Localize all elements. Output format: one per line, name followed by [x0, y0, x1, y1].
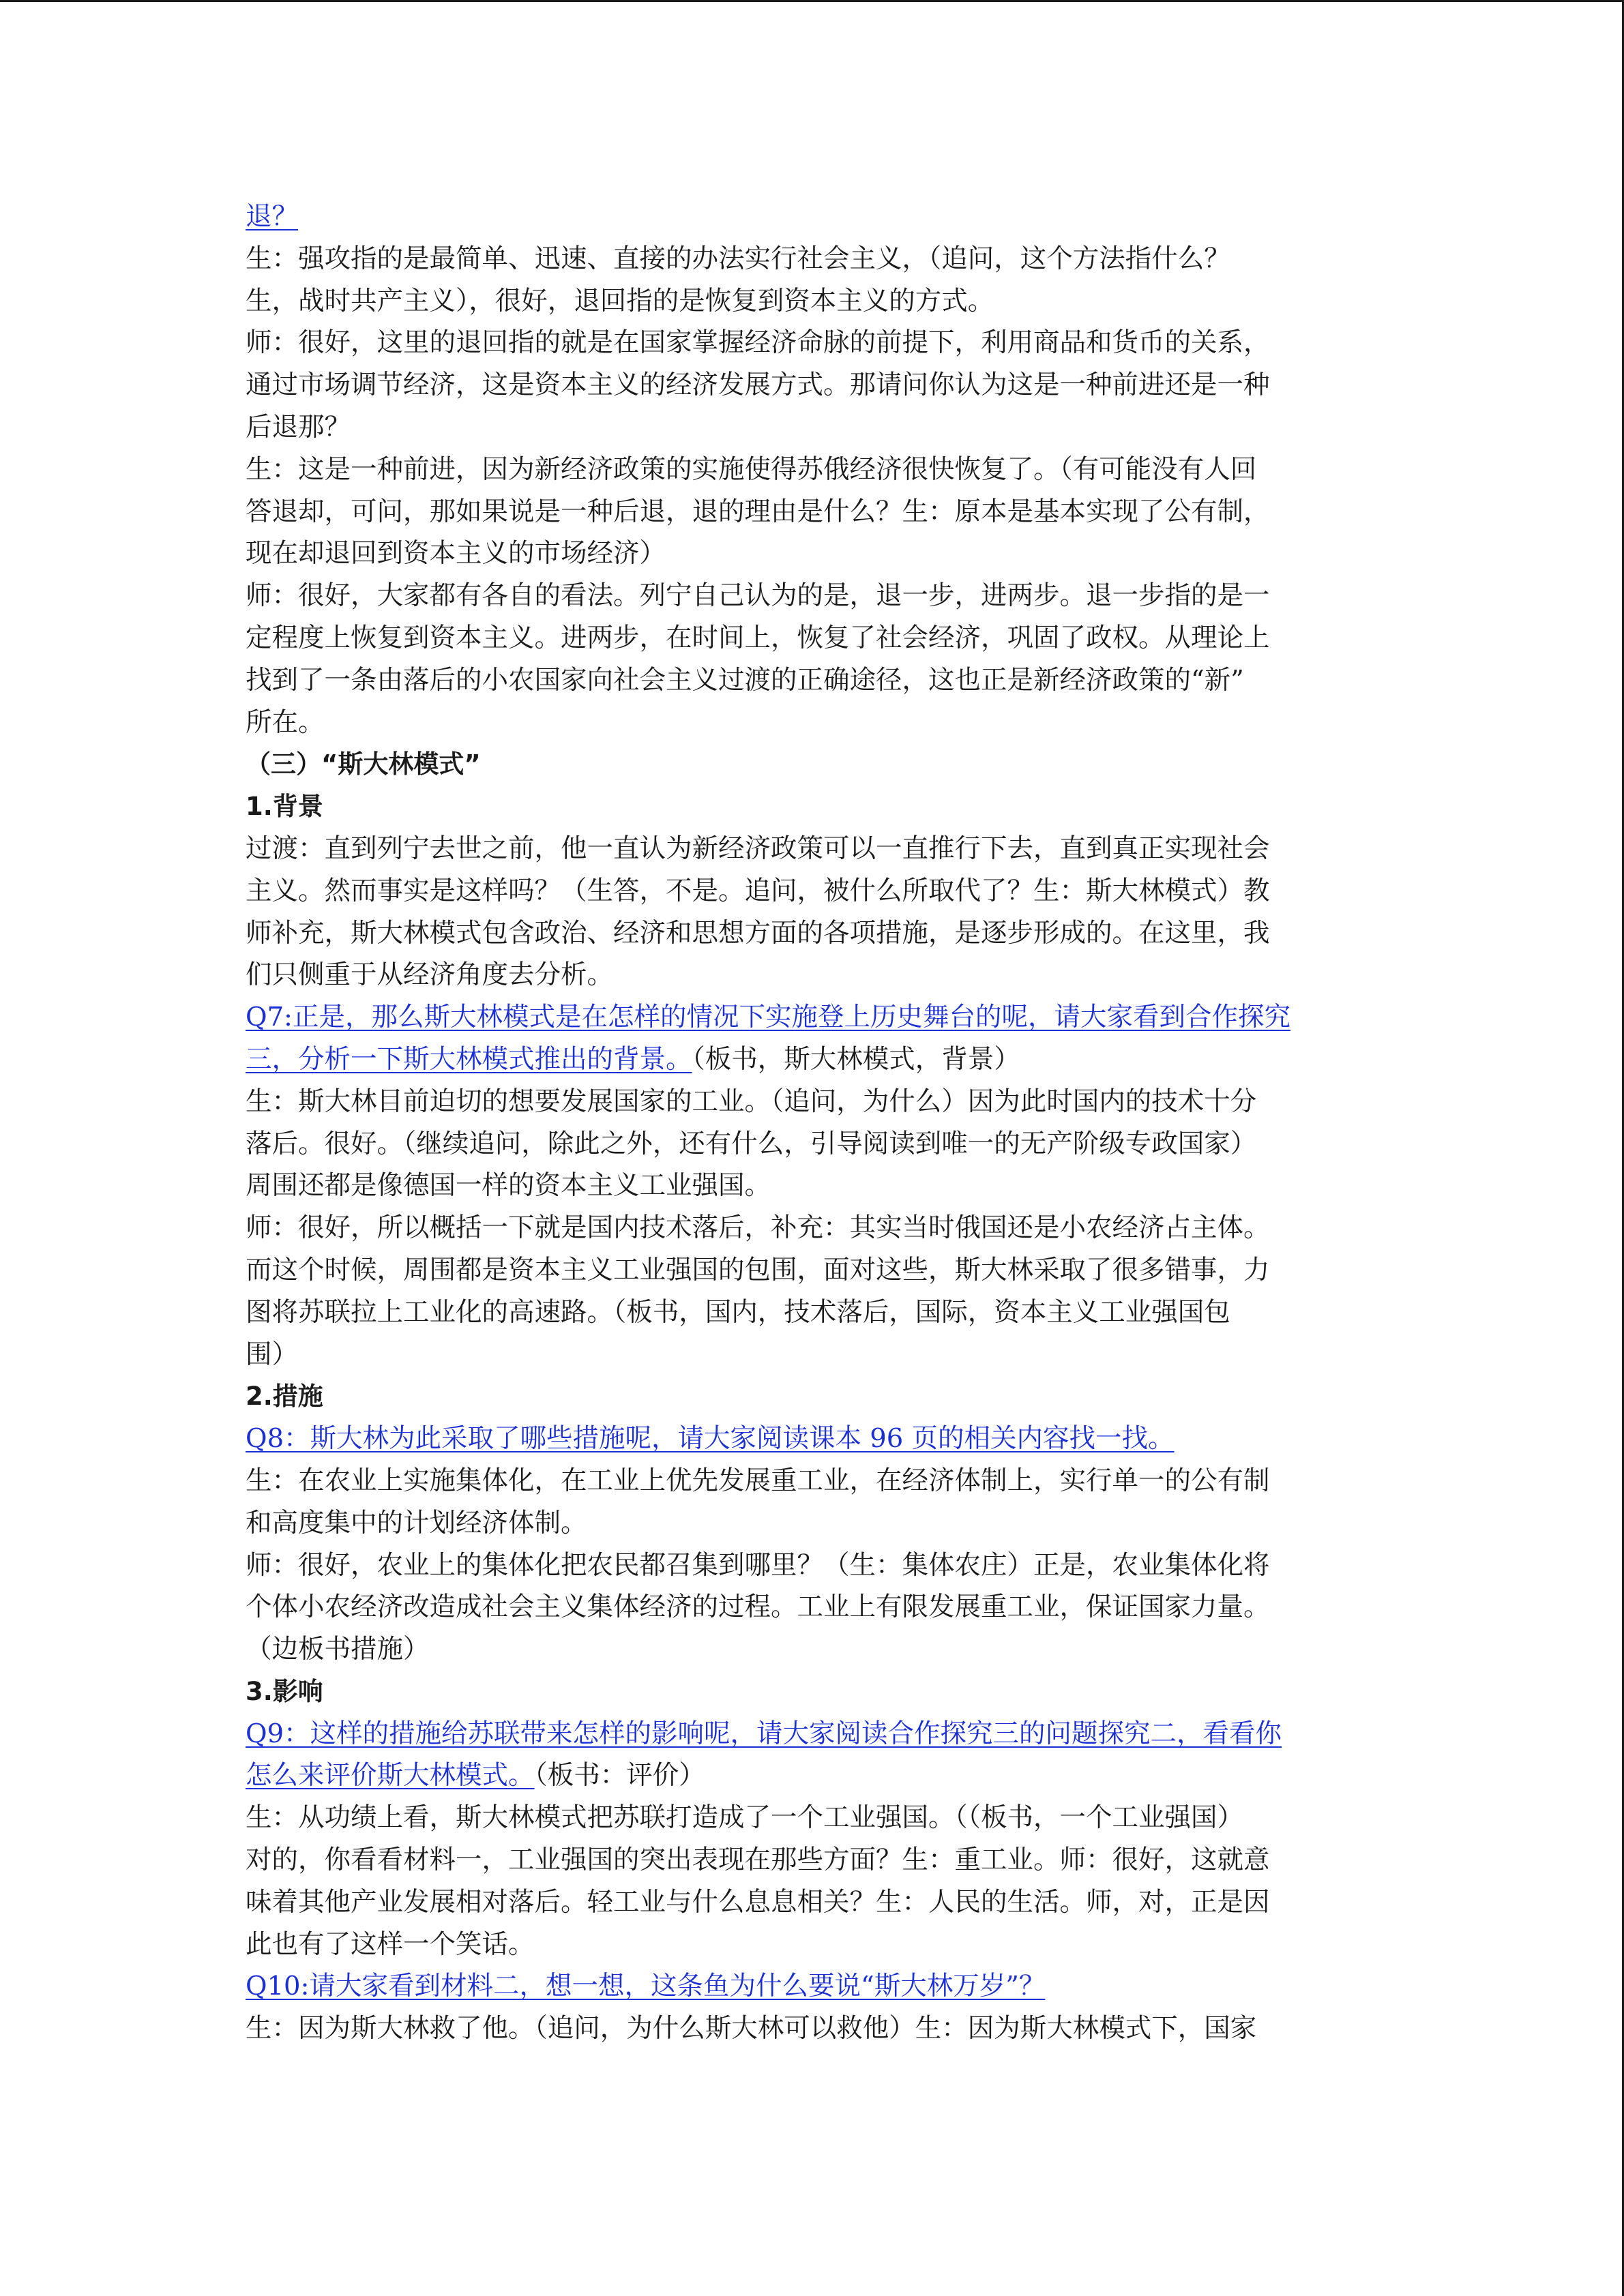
text-line [246, 870, 1378, 912]
text-line [246, 2008, 1378, 2050]
heading-text: 3.影响 [246, 1676, 323, 1706]
text-line [246, 406, 1378, 449]
line-text: 答退却，可问，那如果说是一种后退，退的理由是什么？生：原本是基本实现了公有制， [246, 496, 1270, 527]
text-line [246, 702, 1378, 744]
text-line [246, 617, 1378, 659]
question-line [246, 1418, 1378, 1460]
question-line [246, 196, 1378, 238]
line-text: 生：在农业上实施集体化，在工业上优先发展重工业，在经济体制上，实行单一的公有制 [246, 1465, 1270, 1496]
line-text: 而这个时候，周围都是资本主义工业强国的包围，面对这些，斯大林采取了很多错事，力 [246, 1254, 1270, 1285]
line-text: 师：很好，大家都有各自的看法。列宁自己认为的是，退一步，进两步。退一步指的是一 [246, 580, 1270, 612]
page-top-border [0, 0, 1624, 2]
line-text: 现在却退回到资本主义的市场经济） [246, 538, 666, 569]
document-page [246, 196, 1378, 2050]
text-line [246, 449, 1378, 491]
text-line [246, 1334, 1378, 1376]
question-link-text: Q7:正是，那么斯大林模式是在怎样的情况下实施登上历史舞台的呢，请大家看到合作探究 [246, 1002, 1291, 1033]
text-line [246, 1165, 1378, 1207]
blackboard-note: （板书，斯大林模式，背景） [692, 1043, 1020, 1075]
heading-text: 1.背景 [246, 792, 323, 822]
line-text: 主义。然而事实是这样吗？（生答，不是。追问，被什么所取代了？生：斯大林模式）教 [246, 875, 1270, 906]
line-text: 围） [246, 1339, 299, 1370]
line-text: 后退那？ [246, 411, 351, 443]
line-text: 师：很好，所以概括一下就是国内技术落后，补充：其实当时俄国还是小农经济占主体。 [246, 1212, 1270, 1244]
text-line [246, 1545, 1378, 1587]
line-text: 味着其他产业发展相对落后。轻工业与什么息息相关？生：人民的生活。师，对，正是因 [246, 1886, 1270, 1918]
text-line [246, 533, 1378, 575]
blackboard-note: （板书：评价） [534, 1760, 705, 1791]
line-text: 生：从功绩上看，斯大林模式把苏联打造成了一个工业强国。（（板书，一个工业强国） [246, 1802, 1244, 1834]
line-text: 通过市场调节经济，这是资本主义的经济发展方式。那请问你认为这是一种前进还是一种 [246, 370, 1270, 401]
line-text: 所在。 [246, 706, 325, 738]
line-text: 图将苏联拉上工业化的高速路。（板书，国内，技术落后，国际，资本主义工业强国包 [246, 1296, 1230, 1328]
line-text: 定程度上恢复到资本主义。进两步，在时间上，恢复了社会经济，巩固了政权。从理论上 [246, 622, 1270, 653]
text-line [246, 1586, 1378, 1628]
line-text: 生，战时共产主义），很好，退回指的是恢复到资本主义的方式。 [246, 285, 994, 316]
text-line [246, 1081, 1378, 1123]
line-text: 个体小农经济改造成社会主义集体经济的过程。工业上有限发展重工业，保证国家力量。 [246, 1592, 1270, 1623]
section-heading [246, 786, 1378, 828]
line-text: 生：这是一种前进，因为新经济政策的实施使得苏俄经济很快恢复了。（有可能没有人回 [246, 453, 1257, 485]
line-text: 生：因为斯大林救了他。（追问，为什么斯大林可以救他）生：因为斯大林模式下，国家 [246, 2013, 1257, 2044]
question-link-text: 怎么来评价斯大林模式。 [246, 1760, 535, 1791]
question-line [246, 1965, 1378, 2008]
text-line [246, 1797, 1378, 1839]
text-line [246, 364, 1378, 406]
line-text: 落后。很好。（继续追问，除此之外，还有什么，引导阅读到唯一的无产阶级专政国家） [246, 1128, 1257, 1159]
line-text: 对的，你看看材料一，工业强国的突出表现在那些方面？生：重工业。师：很好，这就意 [246, 1845, 1270, 1876]
text-line [246, 491, 1378, 533]
text-line [246, 1460, 1378, 1502]
question-line [246, 1039, 1378, 1081]
question-link-text: 三，分析一下斯大林模式推出的背景。 [246, 1043, 692, 1075]
line-text: 过渡：直到列宁去世之前，他一直认为新经济政策可以一直推行下去，直到真正实现社会 [246, 833, 1270, 864]
section-heading [246, 1375, 1378, 1418]
heading-text: 2.措施 [246, 1382, 323, 1412]
line-text: （边板书措施） [246, 1634, 430, 1665]
question-link-text: Q9：这样的措施给苏联带来怎样的影响呢，请大家阅读合作探究三的问题探究二，看看你 [246, 1718, 1282, 1749]
line-text: 师：很好，这里的退回指的就是在国家掌握经济命脉的前提下，利用商品和货币的关系， [246, 327, 1270, 359]
question-line [246, 1713, 1378, 1755]
line-text: 和高度集中的计划经济体制。 [246, 1507, 587, 1538]
section-heading [246, 743, 1378, 786]
line-text: 周围还都是像德国一样的资本主义工业强国。 [246, 1170, 771, 1202]
line-text: 师：很好，农业上的集体化把农民都召集到哪里？（生：集体农庄）正是，农业集体化将 [246, 1549, 1270, 1581]
question-line [246, 996, 1378, 1039]
line-text: 生：强攻指的是最简单、迅速、直接的办法实行社会主义，（追问，这个方法指什么？ [246, 243, 1230, 274]
text-line [246, 828, 1378, 870]
text-line [246, 1207, 1378, 1249]
question-line [246, 1755, 1378, 1797]
text-line [246, 1924, 1378, 1966]
text-line [246, 659, 1378, 702]
heading-text: （三）“斯大林模式” [246, 749, 481, 779]
question-link-text: 退？ [246, 201, 299, 232]
question-link-text: Q10:请大家看到材料二，想一想，这条鱼为什么要说“斯大林万岁”？ [246, 1971, 1046, 2002]
section-heading [246, 1671, 1378, 1713]
text-line [246, 238, 1378, 280]
line-text: 们只侧重于从经济角度去分析。 [246, 959, 614, 991]
text-line [246, 280, 1378, 323]
text-line [246, 954, 1378, 996]
line-text: 找到了一条由落后的小农国家向社会主义过渡的正确途径，这也正是新经济政策的“新” [246, 664, 1244, 696]
text-line [246, 1502, 1378, 1545]
text-line [246, 575, 1378, 617]
text-line [246, 322, 1378, 364]
line-text: 此也有了这样一个笑话。 [246, 1928, 535, 1960]
text-line [246, 912, 1378, 955]
text-line [246, 1249, 1378, 1292]
text-line [246, 1292, 1378, 1334]
line-text: 师补充，斯大林模式包含政治、经济和思想方面的各项措施，是逐步形成的。在这里，我 [246, 917, 1270, 949]
text-line [246, 1881, 1378, 1924]
text-line [246, 1628, 1378, 1671]
text-line [246, 1123, 1378, 1165]
question-link-text: Q8：斯大林为此采取了哪些措施呢，请大家阅读课本 96 页的相关内容找一找。 [246, 1423, 1175, 1455]
line-text: 生：斯大林目前迫切的想要发展国家的工业。（追问，为什么）因为此时国内的技术十分 [246, 1086, 1257, 1117]
text-line [246, 1839, 1378, 1881]
